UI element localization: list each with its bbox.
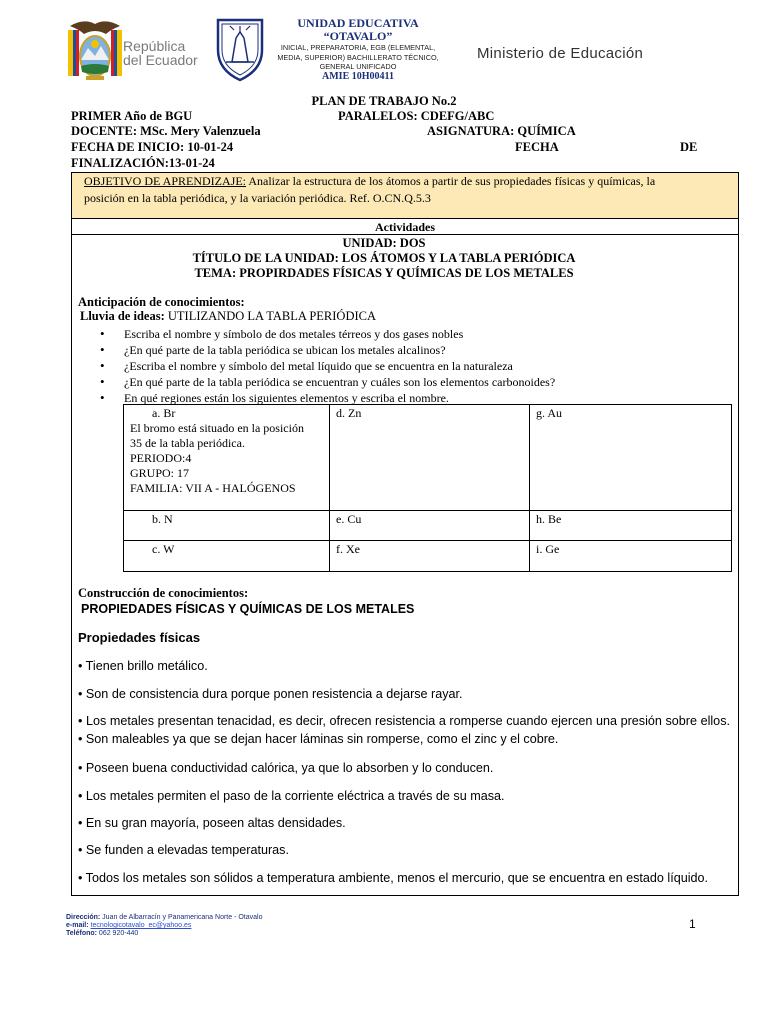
email-link[interactable]: tecnologicotavalo_ec@yahoo.es bbox=[90, 922, 192, 929]
paralelos-label: PARALELOS: CDEFG/ABC bbox=[338, 109, 495, 123]
construccion-subtitle: PROPIEDADES FÍSICAS Y QUÍMICAS DE LOS METALES bbox=[81, 602, 415, 616]
list-item: • Escriba el nombre y símbolo de dos metales térreos y dos gases nobles bbox=[100, 326, 555, 342]
property-item: • Son de consistencia dura porque ponen resistencia a dejarse rayar. bbox=[78, 687, 463, 701]
asignatura-label: ASIGNATURA: QUÍMICA bbox=[427, 124, 576, 138]
elements-table bbox=[123, 404, 732, 572]
construccion-title: Construcción de conocimientos: bbox=[78, 586, 249, 600]
property-item: • Poseen buena conductividad calórica, ya que lo absorben y lo conducen. bbox=[78, 761, 494, 775]
anticipacion-title: Anticipación de conocimientos: bbox=[78, 295, 245, 309]
unit-heading bbox=[0, 236, 768, 281]
school-shield-logo-icon bbox=[214, 16, 266, 82]
unit-number: UNIDAD: DOS bbox=[342, 236, 426, 250]
republica-del-ecuador-wordmark: República del Ecuador bbox=[123, 38, 198, 68]
list-item: • ¿En qué parte de la tabla periódica se encuentran y cuáles son los elementos carbonoides? bbox=[100, 374, 555, 390]
table-row bbox=[124, 541, 732, 572]
ecuador-coat-of-arms-icon bbox=[66, 16, 124, 82]
list-item: • ¿En qué parte de la tabla periódica se ubican los metales alcalinos? bbox=[100, 342, 555, 358]
activities-header: Actividades bbox=[72, 219, 738, 235]
table-row bbox=[124, 511, 732, 541]
school-levels-line1: INICIAL, PREPARATORIA, EGB (ELEMENTAL, bbox=[280, 43, 436, 52]
element-cell-be: h. Be bbox=[530, 511, 732, 541]
element-cell-ge: i. Ge bbox=[530, 541, 732, 572]
element-cell-au: g. Au bbox=[530, 405, 732, 511]
property-item: • Los metales permiten el paso de la corriente eléctrica a través de su masa. bbox=[78, 789, 505, 803]
propiedades-fisicas-title: Propiedades físicas bbox=[78, 630, 201, 645]
property-item: • Tienen brillo metálico. bbox=[78, 659, 208, 673]
lluvia-de-ideas bbox=[80, 309, 376, 324]
learning-objective bbox=[72, 173, 738, 219]
unit-title: TÍTULO DE LA UNIDAD: LOS ÁTOMOS Y LA TABLA PERIÓDICA bbox=[192, 251, 576, 265]
docente-label: DOCENTE: MSc. Mery Valenzuela bbox=[71, 124, 261, 138]
list-item: • ¿Escriba el nombre y símbolo del metal líquido que se encuentra en la naturaleza bbox=[100, 358, 555, 374]
element-cell-zn: d. Zn bbox=[330, 405, 530, 511]
school-levels-line3: GENERAL UNIFICADO bbox=[319, 62, 397, 71]
footer-address: Dirección: Juan de Albarracín y Panamericana Norte - Otavalo bbox=[66, 914, 263, 921]
footer-phone: Teléfono: 062 920-440 bbox=[66, 930, 139, 937]
element-cell-cu: e. Cu bbox=[330, 511, 530, 541]
document-header bbox=[0, 12, 768, 92]
property-item: • Todos los metales son sólidos a temperatura ambiente, menos el mercurio, que se encuentra en estado líquido. bbox=[78, 871, 709, 885]
objective-text-line2: posición en la tabla periódica, y la variación periódica. Ref. O.CN.Q.5.3 bbox=[84, 191, 431, 205]
property-item: • Los metales presentan tenacidad, es decir, ofrecen resistencia a romperse cuando ejercen una presión sobre ellos. • Son maleables ya que se dejan hacer láminas sin romperse, como el zinc y el cobre. bbox=[78, 714, 730, 746]
anticipacion-bullet-list bbox=[100, 326, 555, 406]
fecha-inicio-label: FECHA DE INICIO: 10-01-24 bbox=[71, 140, 234, 154]
objective-label: OBJETIVO DE APRENDIZAJE: bbox=[84, 174, 246, 188]
ministerio-de-educacion-wordmark: Ministerio de Educación bbox=[477, 45, 644, 62]
course-label: PRIMER Año de BGU bbox=[71, 109, 193, 123]
objective-text-line1: Analizar la estructura de los átomos a partir de sus propiedades físicas y químicas, la bbox=[246, 174, 656, 188]
list-item: • En qué regiones están los siguientes elementos y escriba el nombre. bbox=[100, 390, 555, 406]
document-footer bbox=[66, 914, 263, 938]
school-name-line1: UNIDAD EDUCATIVA bbox=[297, 16, 419, 30]
school-levels-line2: MEDIA, SUPERIOR) BACHILLERATO TÉCNICO, bbox=[277, 52, 439, 62]
school-amie-code: AMIE 10H00411 bbox=[322, 71, 394, 79]
page-number: 1 bbox=[689, 917, 696, 931]
footer-email: e-mail: tecnologicotavalo_ec@yahoo.es bbox=[66, 922, 192, 929]
property-item: • En su gran mayoría, poseen altas densidades. bbox=[78, 816, 346, 830]
de-label: DE bbox=[680, 140, 698, 154]
property-item: • Se funden a elevadas temperaturas. bbox=[78, 843, 289, 857]
finalizacion-label: FINALIZACIÓN:13-01-24 bbox=[71, 156, 215, 170]
element-cell-xe: f. Xe bbox=[330, 541, 530, 572]
fecha-label: FECHA bbox=[515, 140, 559, 154]
lluvia-text: UTILIZANDO LA TABLA PERIÓDICA bbox=[164, 309, 377, 323]
school-name-line2: “OTAVALO” bbox=[323, 29, 393, 43]
plan-title: PLAN DE TRABAJO No.2 bbox=[311, 94, 457, 108]
element-cell-br: a. Br El bromo está situado en la posición 35 de la tabla periódica. PERIODO:4 GRUPO: 17 FAMILIA: VII A - HALÓGENOS bbox=[124, 405, 330, 511]
element-cell-n: b. N bbox=[124, 511, 330, 541]
table-row bbox=[124, 405, 732, 511]
school-name-block bbox=[268, 17, 448, 79]
lluvia-label: Lluvia de ideas: bbox=[80, 309, 165, 323]
unit-topic: TEMA: PROPIRDADES FÍSICAS Y QUÍMICAS DE LOS METALES bbox=[194, 266, 574, 280]
element-cell-w: c. W bbox=[124, 541, 330, 572]
